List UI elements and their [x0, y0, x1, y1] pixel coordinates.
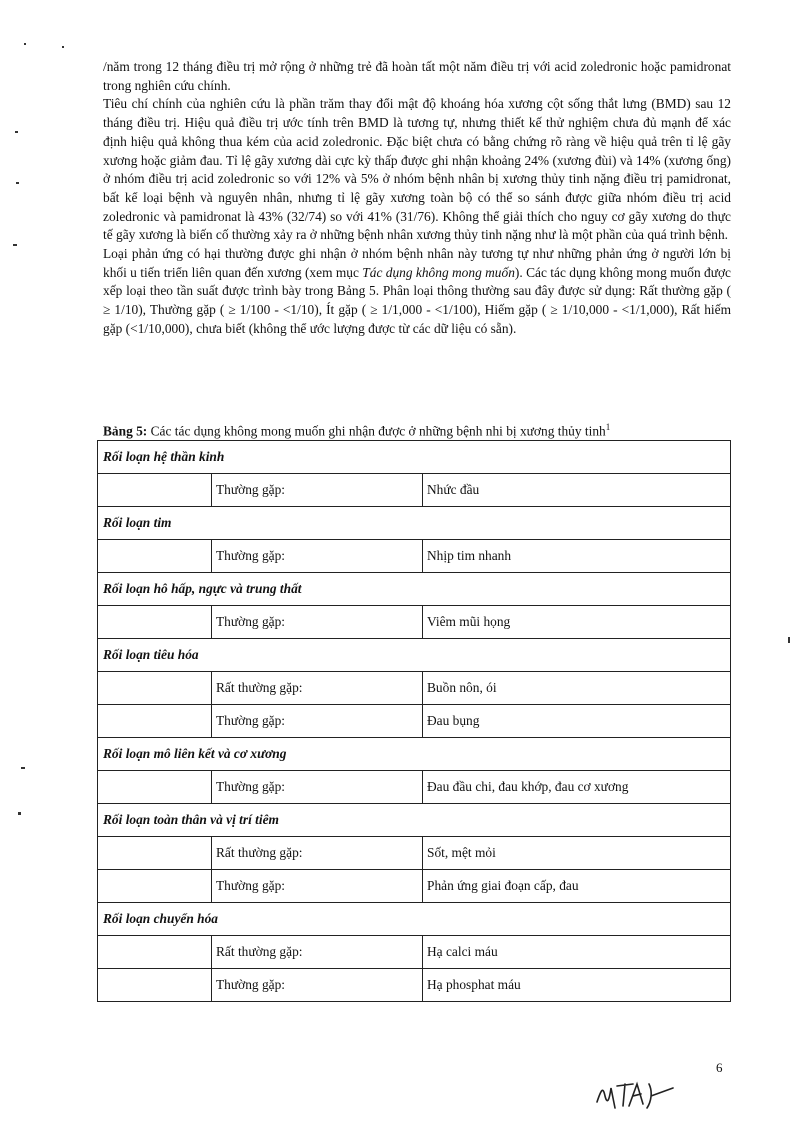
table-row — [98, 771, 731, 804]
table-category-row — [98, 639, 731, 672]
scan-mark — [24, 43, 26, 45]
category-cell: Rối loạn hệ thần kinh — [98, 441, 731, 474]
table-caption-label: Bảng 5: — [103, 423, 148, 439]
table-row — [98, 969, 731, 1002]
category-cell: Rối loạn mô liên kết và cơ xương — [98, 738, 731, 771]
effect-cell: Đau bụng — [423, 705, 731, 738]
effect-cell: Viêm mũi họng — [423, 606, 731, 639]
blank-cell — [98, 870, 212, 903]
frequency-cell: Thường gặp: — [212, 540, 423, 573]
table-row — [98, 936, 731, 969]
table-row — [98, 870, 731, 903]
scan-mark — [16, 182, 19, 184]
table-category-row — [98, 573, 731, 606]
signature — [593, 1072, 689, 1114]
scan-mark — [21, 767, 25, 769]
frequency-cell: Thường gặp: — [212, 870, 423, 903]
category-cell: Rối loạn hô hấp, ngực và trung thất — [98, 573, 731, 606]
body-text — [103, 58, 731, 339]
paragraph-study-results: Tiêu chí chính của nghiên cứu là phần trăm thay đổi mật độ khoáng hóa xương cột sống thắt lưng (BMD) sau 12 tháng điều trị. Hiệu quả điều trị ước tính trên BMD là tương tự, nhưng thiết kế thử nghiệm chưa đủ mạnh để xác định hiệu quả không thua kém của acid zoledronic. Đặc biệt chưa có bằng chứng rõ ràng về hiệu quả trên tỉ lệ gãy xương hoặc giảm đau. Tỉ lệ gãy xương dài cực kỳ thấp được ghi nhận khoảng 24% (xương đùi) và 14% (xương ống) ở nhóm điều trị acid zoledronic so với 12% và 5% ở nhóm bệnh nhân bị xương thủy tinh nặng điều trị pamidronat, bất kể loại bệnh và nguyên nhân, nhưng tỉ lệ gãy xương toàn bộ có thể so sánh được giữa nhóm điều trị acid zoledronic và pamidronat là 43% (32/74) so với 41% (31/76). Không thể giải thích cho nguy cơ gãy xương do thực tế gãy xương là biến cố thường xảy ra ở những bệnh nhân xương thủy tinh nặng như là một phần của quá trình bệnh. — [103, 96, 731, 243]
effect-cell: Nhức đầu — [423, 474, 731, 507]
scan-mark — [15, 131, 18, 133]
table-caption-footnote: 1 — [605, 422, 611, 432]
table-category-row — [98, 507, 731, 540]
table-row — [98, 705, 731, 738]
effect-cell: Sốt, mệt mỏi — [423, 837, 731, 870]
frequency-cell: Rất thường gặp: — [212, 837, 423, 870]
table-category-row — [98, 804, 731, 837]
table-category-row — [98, 441, 731, 474]
frequency-cell: Thường gặp: — [212, 771, 423, 804]
blank-cell — [98, 936, 212, 969]
frequency-cell: Rất thường gặp: — [212, 936, 423, 969]
scan-mark — [18, 812, 21, 815]
effect-cell: Buồn nôn, ói — [423, 672, 731, 705]
effect-cell: Đau đầu chi, đau khớp, đau cơ xương — [423, 771, 731, 804]
table-row — [98, 474, 731, 507]
effect-cell: Hạ phosphat máu — [423, 969, 731, 1002]
blank-cell — [98, 672, 212, 705]
blank-cell — [98, 474, 212, 507]
blank-cell — [98, 837, 212, 870]
scan-mark — [13, 244, 17, 246]
table-caption — [103, 418, 743, 440]
frequency-cell: Thường gặp: — [212, 705, 423, 738]
category-cell: Rối loạn tiêu hóa — [98, 639, 731, 672]
blank-cell — [98, 540, 212, 573]
cross-reference: Tác dụng không mong muốn — [362, 264, 515, 280]
effect-cell: Phản ứng giai đoạn cấp, đau — [423, 870, 731, 903]
category-cell: Rối loạn chuyển hóa — [98, 903, 731, 936]
table-row — [98, 540, 731, 573]
table-category-row — [98, 903, 731, 936]
blank-cell — [98, 771, 212, 804]
page-number: 6 — [716, 1060, 723, 1075]
frequency-cell: Rất thường gặp: — [212, 672, 423, 705]
frequency-cell: Thường gặp: — [212, 606, 423, 639]
effect-cell: Hạ calci máu — [423, 936, 731, 969]
table-row — [98, 606, 731, 639]
scan-mark — [788, 637, 790, 643]
table-row — [98, 672, 731, 705]
frequency-cell: Thường gặp: — [212, 969, 423, 1002]
effect-cell: Nhịp tim nhanh — [423, 540, 731, 573]
table-caption-text: Các tác dụng không mong muốn ghi nhận được ở những bệnh nhi bị xương thủy tinh — [147, 423, 606, 439]
blank-cell — [98, 606, 212, 639]
category-cell: Rối loạn tim — [98, 507, 731, 540]
blank-cell — [98, 705, 212, 738]
frequency-cell: Thường gặp: — [212, 474, 423, 507]
table-category-row — [98, 738, 731, 771]
scan-mark — [62, 46, 64, 48]
category-cell: Rối loạn toàn thân và vị trí tiêm — [98, 804, 731, 837]
table-row — [98, 837, 731, 870]
paragraph-continuation: /năm trong 12 tháng điều trị mở rộng ở những trẻ đã hoàn tất một năm điều trị với acid zoledronic hoặc pamidronat trong nghiên cứu chính. — [103, 59, 731, 93]
adverse-effects-table — [97, 440, 731, 1002]
paragraph-adverse-reactions: Loại phản ứng có hại thường được ghi nhận ở nhóm bệnh nhân này tương tự như những phản ứng ở người lớn bị khối u tiến triển liên quan đến xương (xem mục Tác dụng không mong muốn). Các tác dụng không mong muốn được xếp loại theo tần suất được trình bày trong Bảng 5. Phân loại thông thường sau đây được sử dụng: Rất thường gặp ( ≥ 1/10), Thường gặp ( ≥ 1/100 - <1/10), Ít gặp ( ≥ 1/1,000 - <1/100), Hiếm gặp ( ≥ 1/10,000 - <1/1,000), Rất hiếm gặp (<1/10,000), chưa biết (không thể ước lượng được từ các dữ liệu có sẵn). — [103, 246, 731, 336]
blank-cell — [98, 969, 212, 1002]
